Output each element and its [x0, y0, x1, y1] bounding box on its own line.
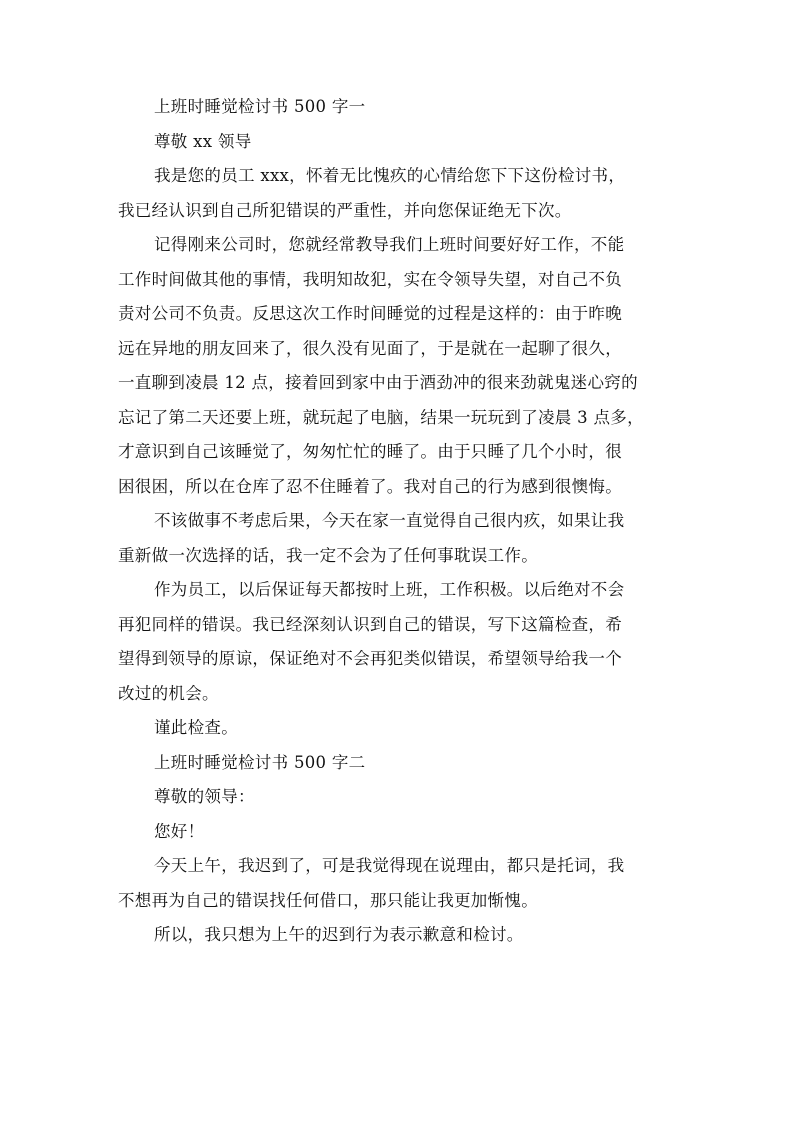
paragraph-line: 责对公司不负责。反思这次工作时间睡觉的过程是这样的：由于昨晚 — [118, 304, 622, 323]
paragraph-line: 今天上午，我迟到了，可是我觉得现在说理由，都只是托词，我 — [154, 856, 625, 875]
paragraph-line: 改过的机会。 — [118, 683, 219, 703]
paragraph-line: 我是您的员工 xxx，怀着无比愧疚的心情给您下下这份检讨书， — [154, 166, 626, 185]
paragraph-line: 忘记了第二天还要上班，就玩起了电脑，结果一玩玩到了凌晨 3 点多， — [118, 407, 644, 427]
paragraph-5 — [118, 849, 694, 918]
paragraph-1 — [118, 159, 694, 228]
paragraph-line: 记得刚来公司时，您就经常教导我们上班时间要好好工作，不能 — [154, 235, 625, 254]
paragraph-line: 一直聊到凌晨 12 点，接着回到家中由于酒劲冲的很来劲就鬼迷心窍的 — [118, 373, 638, 392]
paragraph-line: 不想再为自己的错误找任何借口，那只能让我更加惭愧。 — [118, 890, 538, 910]
document-body — [118, 90, 694, 953]
section-title-1: 上班时睡觉检讨书 500 字一 — [154, 97, 366, 116]
paragraph-2 — [118, 228, 694, 504]
paragraph-line: 望得到领导的原谅，保证绝对不会再犯类似错误，希望领导给我一个 — [118, 649, 622, 668]
paragraph-3 — [118, 504, 694, 573]
closing-1: 谨此检查。 — [154, 718, 238, 737]
greeting-2: 尊敬的领导： — [154, 787, 255, 806]
paragraph-4 — [118, 573, 694, 711]
paragraph-line: 作为员工，以后保证每天都按时上班，工作积极。以后绝对不会 — [154, 580, 625, 599]
hello-line: 您好！ — [154, 821, 205, 841]
paragraph-6 — [118, 918, 694, 953]
paragraph-line: 我已经认识到自己所犯错误的严重性，并向您保证绝无下次。 — [118, 200, 572, 220]
paragraph-line: 才意识到自己该睡觉了，匆匆忙忙的睡了。由于只睡了几个小时，很 — [118, 442, 622, 461]
paragraph-line: 所以，我只想为上午的迟到行为表示歉意和检讨。 — [154, 925, 524, 944]
section-title-2: 上班时睡觉检讨书 500 字二 — [154, 752, 366, 772]
paragraph-line: 再犯同样的错误。我已经深刻认识到自己的错误，写下这篇检查，希 — [118, 614, 622, 634]
paragraph-line: 困很困，所以在仓库了忍不住睡着了。我对自己的行为感到很懊悔。 — [118, 476, 622, 496]
paragraph-line: 工作时间做其他的事情，我明知故犯，实在令领导失望，对自己不负 — [118, 269, 622, 289]
paragraph-line: 重新做一次选择的话，我一定不会为了任何事耽误工作。 — [118, 545, 538, 565]
greeting-1: 尊敬 xx 领导 — [154, 131, 252, 151]
paragraph-line: 不该做事不考虑后果，今天在家一直觉得自己很内疚，如果让我 — [154, 511, 625, 530]
paragraph-line: 远在异地的朋友回来了，很久没有见面了，于是就在一起聊了很久， — [118, 338, 622, 358]
